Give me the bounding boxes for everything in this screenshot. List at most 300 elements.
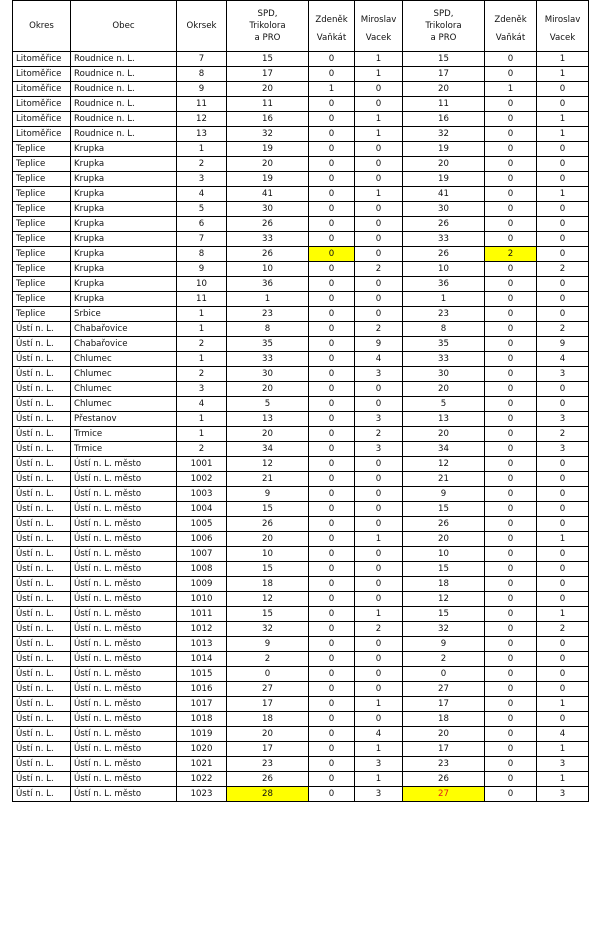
- okres-cell: Ústí n. L.: [13, 742, 71, 757]
- table-row: [13, 412, 589, 427]
- okres-cell: Ústí n. L.: [13, 637, 71, 652]
- table-row: [13, 577, 589, 592]
- spd-b-cell: 26: [403, 772, 485, 787]
- vacek-a-cell: 3: [355, 787, 403, 802]
- vacek-a-cell: 0: [355, 502, 403, 517]
- col-header-vankat-a-line2: Vaňkát: [316, 33, 347, 43]
- vacek-b-cell: 1: [537, 772, 589, 787]
- okres-cell: Teplice: [13, 277, 71, 292]
- obec-cell: Krupka: [71, 232, 177, 247]
- vankat-b-cell: 0: [485, 52, 537, 67]
- vacek-a-cell: 0: [355, 247, 403, 262]
- table-row: [13, 52, 589, 67]
- vankat-b-cell: 0: [485, 127, 537, 142]
- vankat-b-cell: 0: [485, 712, 537, 727]
- vacek-b-cell: 3: [537, 757, 589, 772]
- table-row: [13, 712, 589, 727]
- okres-cell: Ústí n. L.: [13, 532, 71, 547]
- spd-b-cell: 15: [403, 52, 485, 67]
- table-row: [13, 247, 589, 262]
- vacek-b-cell: 4: [537, 727, 589, 742]
- okrsek-cell: 5: [177, 202, 227, 217]
- spd-a-cell: 9: [227, 487, 309, 502]
- col-header-vankat-a: [309, 1, 355, 52]
- vacek-a-cell: 0: [355, 667, 403, 682]
- vacek-b-cell: 2: [537, 262, 589, 277]
- vacek-a-cell: 0: [355, 652, 403, 667]
- spd-b-cell: 18: [403, 577, 485, 592]
- vacek-a-cell: 2: [355, 622, 403, 637]
- vacek-a-cell: 0: [355, 157, 403, 172]
- obec-cell: Ústí n. L. město: [71, 607, 177, 622]
- vankat-b-cell: 0: [485, 517, 537, 532]
- col-header-spd-a-line1: SPD,: [257, 9, 278, 19]
- obec-cell: Roudnice n. L.: [71, 97, 177, 112]
- obec-cell: Chlumec: [71, 367, 177, 382]
- vacek-b-cell: 0: [537, 202, 589, 217]
- vacek-b-cell: 3: [537, 442, 589, 457]
- vankat-a-cell: 0: [309, 187, 355, 202]
- vankat-a-cell: 0: [309, 592, 355, 607]
- vankat-b-cell: 0: [485, 277, 537, 292]
- obec-cell: Ústí n. L. město: [71, 562, 177, 577]
- vacek-a-cell: 0: [355, 142, 403, 157]
- table-row: [13, 142, 589, 157]
- spd-b-cell: 12: [403, 592, 485, 607]
- vankat-b-cell: 0: [485, 562, 537, 577]
- table-row: [13, 82, 589, 97]
- vacek-b-cell: 3: [537, 787, 589, 802]
- spd-b-cell: 13: [403, 412, 485, 427]
- vankat-a-cell: 0: [309, 262, 355, 277]
- vankat-a-cell: 0: [309, 172, 355, 187]
- spd-b-cell: 27: [403, 787, 485, 802]
- vankat-a-cell: 0: [309, 472, 355, 487]
- vankat-a-cell: 0: [309, 757, 355, 772]
- obec-cell: Krupka: [71, 292, 177, 307]
- col-header-vacek-a: [355, 1, 403, 52]
- vankat-a-cell: 0: [309, 367, 355, 382]
- vankat-b-cell: 0: [485, 472, 537, 487]
- spd-a-cell: 23: [227, 307, 309, 322]
- vankat-b-cell: 0: [485, 637, 537, 652]
- okres-cell: Ústí n. L.: [13, 322, 71, 337]
- obec-cell: Krupka: [71, 142, 177, 157]
- vacek-b-cell: 0: [537, 157, 589, 172]
- vacek-b-cell: 0: [537, 217, 589, 232]
- vankat-a-cell: 0: [309, 562, 355, 577]
- spd-a-cell: 20: [227, 427, 309, 442]
- okrsek-cell: 4: [177, 397, 227, 412]
- okrsek-cell: 1022: [177, 772, 227, 787]
- obec-cell: Krupka: [71, 202, 177, 217]
- okrsek-cell: 1007: [177, 547, 227, 562]
- okrsek-cell: 2: [177, 157, 227, 172]
- obec-cell: Ústí n. L. město: [71, 787, 177, 802]
- vacek-a-cell: 0: [355, 277, 403, 292]
- obec-cell: Trmice: [71, 442, 177, 457]
- table-row: [13, 742, 589, 757]
- okrsek-cell: 1015: [177, 667, 227, 682]
- okres-cell: Teplice: [13, 247, 71, 262]
- okres-cell: Ústí n. L.: [13, 517, 71, 532]
- okres-cell: Teplice: [13, 292, 71, 307]
- vankat-a-cell: 0: [309, 622, 355, 637]
- table-row: [13, 727, 589, 742]
- spd-b-cell: 30: [403, 202, 485, 217]
- okres-cell: Ústí n. L.: [13, 502, 71, 517]
- vankat-a-cell: 0: [309, 337, 355, 352]
- okrsek-cell: 1002: [177, 472, 227, 487]
- vacek-a-cell: 3: [355, 412, 403, 427]
- spd-b-cell: 2: [403, 652, 485, 667]
- col-header-spd-b: [403, 1, 485, 52]
- vankat-b-cell: 0: [485, 652, 537, 667]
- okres-cell: Ústí n. L.: [13, 562, 71, 577]
- vankat-a-cell: 0: [309, 157, 355, 172]
- col-header-okres: Okres: [13, 1, 71, 52]
- spd-a-cell: 19: [227, 172, 309, 187]
- obec-cell: Krupka: [71, 217, 177, 232]
- okres-cell: Ústí n. L.: [13, 757, 71, 772]
- col-header-spd-b-line3: a PRO: [430, 33, 457, 43]
- vacek-a-cell: 0: [355, 637, 403, 652]
- spd-b-cell: 1: [403, 292, 485, 307]
- vacek-a-cell: 3: [355, 367, 403, 382]
- col-header-spd-b-line1: SPD,: [433, 9, 454, 19]
- vankat-a-cell: 0: [309, 322, 355, 337]
- table-row: [13, 772, 589, 787]
- spd-a-cell: 15: [227, 562, 309, 577]
- okres-cell: Ústí n. L.: [13, 472, 71, 487]
- spd-b-cell: 8: [403, 322, 485, 337]
- spd-a-cell: 26: [227, 247, 309, 262]
- vacek-a-cell: 3: [355, 757, 403, 772]
- table-row: [13, 127, 589, 142]
- vacek-b-cell: 0: [537, 82, 589, 97]
- table-row: [13, 382, 589, 397]
- okres-cell: Teplice: [13, 142, 71, 157]
- spd-a-cell: 17: [227, 67, 309, 82]
- obec-cell: Krupka: [71, 172, 177, 187]
- obec-cell: Ústí n. L. město: [71, 622, 177, 637]
- spd-b-cell: 20: [403, 427, 485, 442]
- vacek-b-cell: 0: [537, 592, 589, 607]
- okrsek-cell: 1003: [177, 487, 227, 502]
- okrsek-cell: 1016: [177, 682, 227, 697]
- obec-cell: Ústí n. L. město: [71, 517, 177, 532]
- vacek-a-cell: 1: [355, 187, 403, 202]
- spd-a-cell: 20: [227, 82, 309, 97]
- okres-cell: Ústí n. L.: [13, 592, 71, 607]
- obec-cell: Ústí n. L. město: [71, 652, 177, 667]
- spd-a-cell: 33: [227, 352, 309, 367]
- vacek-a-cell: 1: [355, 742, 403, 757]
- spd-a-cell: 8: [227, 322, 309, 337]
- vankat-a-cell: 0: [309, 67, 355, 82]
- vacek-a-cell: 1: [355, 607, 403, 622]
- vacek-a-cell: 9: [355, 337, 403, 352]
- obec-cell: Chlumec: [71, 352, 177, 367]
- vacek-a-cell: 0: [355, 382, 403, 397]
- vankat-a-cell: 0: [309, 352, 355, 367]
- spd-a-cell: 26: [227, 217, 309, 232]
- vacek-a-cell: 0: [355, 562, 403, 577]
- obec-cell: Ústí n. L. město: [71, 757, 177, 772]
- table-row: [13, 517, 589, 532]
- vankat-b-cell: 0: [485, 502, 537, 517]
- table-row: [13, 322, 589, 337]
- obec-cell: Roudnice n. L.: [71, 52, 177, 67]
- spd-b-cell: 16: [403, 112, 485, 127]
- vacek-b-cell: 0: [537, 142, 589, 157]
- vacek-b-cell: 0: [537, 502, 589, 517]
- vankat-b-cell: 0: [485, 292, 537, 307]
- table-row: [13, 472, 589, 487]
- vacek-a-cell: 0: [355, 577, 403, 592]
- obec-cell: Ústí n. L. město: [71, 712, 177, 727]
- okres-cell: Ústí n. L.: [13, 697, 71, 712]
- col-header-obec: Obec: [71, 1, 177, 52]
- spd-a-cell: 2: [227, 652, 309, 667]
- vacek-b-cell: 1: [537, 52, 589, 67]
- vacek-b-cell: 1: [537, 532, 589, 547]
- spd-b-cell: 33: [403, 232, 485, 247]
- table-row: [13, 397, 589, 412]
- spd-b-cell: 23: [403, 307, 485, 322]
- spd-a-cell: 15: [227, 607, 309, 622]
- vankat-b-cell: 0: [485, 262, 537, 277]
- vacek-b-cell: 1: [537, 697, 589, 712]
- vankat-a-cell: 0: [309, 637, 355, 652]
- okres-cell: Ústí n. L.: [13, 427, 71, 442]
- vankat-a-cell: 0: [309, 787, 355, 802]
- vacek-b-cell: 0: [537, 487, 589, 502]
- okrsek-cell: 1010: [177, 592, 227, 607]
- vankat-b-cell: 0: [485, 367, 537, 382]
- okres-cell: Teplice: [13, 202, 71, 217]
- okres-cell: Ústí n. L.: [13, 397, 71, 412]
- vankat-a-cell: 0: [309, 277, 355, 292]
- table-row: [13, 532, 589, 547]
- vacek-a-cell: 2: [355, 427, 403, 442]
- okres-cell: Litoměřice: [13, 82, 71, 97]
- okrsek-cell: 8: [177, 67, 227, 82]
- vacek-a-cell: 0: [355, 472, 403, 487]
- spd-b-cell: 36: [403, 277, 485, 292]
- table-row: [13, 562, 589, 577]
- table-row: [13, 487, 589, 502]
- vacek-a-cell: 1: [355, 697, 403, 712]
- spd-b-cell: 15: [403, 607, 485, 622]
- spd-a-cell: 15: [227, 502, 309, 517]
- vacek-a-cell: 4: [355, 352, 403, 367]
- table-row: [13, 202, 589, 217]
- spd-b-cell: 17: [403, 742, 485, 757]
- okrsek-cell: 9: [177, 262, 227, 277]
- vankat-a-cell: 0: [309, 382, 355, 397]
- vankat-b-cell: 0: [485, 322, 537, 337]
- vacek-b-cell: 0: [537, 277, 589, 292]
- obec-cell: Ústí n. L. město: [71, 577, 177, 592]
- vankat-b-cell: 0: [485, 667, 537, 682]
- obec-cell: Ústí n. L. město: [71, 727, 177, 742]
- vankat-b-cell: 0: [485, 532, 537, 547]
- okres-cell: Ústí n. L.: [13, 667, 71, 682]
- table-row: [13, 682, 589, 697]
- table-row: [13, 697, 589, 712]
- spd-b-cell: 17: [403, 67, 485, 82]
- spd-b-cell: 26: [403, 517, 485, 532]
- table-row: [13, 367, 589, 382]
- vacek-a-cell: 1: [355, 112, 403, 127]
- col-header-vacek-a-line1: Miroslav: [360, 15, 397, 25]
- spd-a-cell: 5: [227, 397, 309, 412]
- okrsek-cell: 1: [177, 352, 227, 367]
- vankat-b-cell: 0: [485, 202, 537, 217]
- spd-a-cell: 20: [227, 382, 309, 397]
- spd-b-cell: 20: [403, 382, 485, 397]
- vankat-b-cell: 0: [485, 352, 537, 367]
- spd-a-cell: 12: [227, 457, 309, 472]
- vankat-a-cell: 0: [309, 97, 355, 112]
- vankat-a-cell: 0: [309, 667, 355, 682]
- spd-b-cell: 0: [403, 667, 485, 682]
- vankat-b-cell: 0: [485, 787, 537, 802]
- vankat-a-cell: 0: [309, 607, 355, 622]
- okres-cell: Ústí n. L.: [13, 457, 71, 472]
- okres-cell: Ústí n. L.: [13, 787, 71, 802]
- spd-b-cell: 26: [403, 247, 485, 262]
- okrsek-cell: 2: [177, 367, 227, 382]
- obec-cell: Ústí n. L. město: [71, 682, 177, 697]
- vacek-b-cell: 0: [537, 292, 589, 307]
- results-table: [12, 0, 589, 802]
- obec-cell: Krupka: [71, 187, 177, 202]
- spd-a-cell: 1: [227, 292, 309, 307]
- vacek-a-cell: 3: [355, 442, 403, 457]
- spd-a-cell: 20: [227, 727, 309, 742]
- spd-b-cell: 34: [403, 442, 485, 457]
- table-row: [13, 337, 589, 352]
- vacek-a-cell: 4: [355, 727, 403, 742]
- spd-b-cell: 20: [403, 727, 485, 742]
- spd-b-cell: 15: [403, 502, 485, 517]
- spd-a-cell: 28: [227, 787, 309, 802]
- vankat-b-cell: 0: [485, 607, 537, 622]
- spd-a-cell: 18: [227, 577, 309, 592]
- vacek-a-cell: 0: [355, 712, 403, 727]
- vacek-a-cell: 0: [355, 292, 403, 307]
- vacek-a-cell: 0: [355, 232, 403, 247]
- okrsek-cell: 1: [177, 307, 227, 322]
- vankat-a-cell: 0: [309, 127, 355, 142]
- vacek-b-cell: 0: [537, 307, 589, 322]
- okres-cell: Litoměřice: [13, 97, 71, 112]
- vankat-b-cell: 0: [485, 142, 537, 157]
- vankat-a-cell: 0: [309, 772, 355, 787]
- obec-cell: Ústí n. L. město: [71, 592, 177, 607]
- okres-cell: Teplice: [13, 232, 71, 247]
- spd-b-cell: 5: [403, 397, 485, 412]
- vankat-b-cell: 0: [485, 337, 537, 352]
- vankat-b-cell: 0: [485, 382, 537, 397]
- okrsek-cell: 4: [177, 187, 227, 202]
- obec-cell: Chlumec: [71, 397, 177, 412]
- table-row: [13, 592, 589, 607]
- spd-a-cell: 26: [227, 517, 309, 532]
- vankat-a-cell: 0: [309, 52, 355, 67]
- okrsek-cell: 1018: [177, 712, 227, 727]
- table-row: [13, 307, 589, 322]
- vankat-a-cell: 0: [309, 307, 355, 322]
- spd-a-cell: 36: [227, 277, 309, 292]
- vacek-b-cell: 3: [537, 412, 589, 427]
- obec-cell: Roudnice n. L.: [71, 127, 177, 142]
- vankat-a-cell: 0: [309, 652, 355, 667]
- okres-cell: Ústí n. L.: [13, 682, 71, 697]
- vacek-a-cell: 0: [355, 517, 403, 532]
- okres-cell: Teplice: [13, 157, 71, 172]
- vacek-b-cell: 0: [537, 382, 589, 397]
- obec-cell: Ústí n. L. město: [71, 637, 177, 652]
- spd-a-cell: 32: [227, 127, 309, 142]
- spd-a-cell: 20: [227, 157, 309, 172]
- okres-cell: Ústí n. L.: [13, 412, 71, 427]
- okrsek-cell: 13: [177, 127, 227, 142]
- spd-a-cell: 30: [227, 202, 309, 217]
- vacek-a-cell: 1: [355, 772, 403, 787]
- spd-a-cell: 32: [227, 622, 309, 637]
- obec-cell: Ústí n. L. město: [71, 487, 177, 502]
- okrsek-cell: 1011: [177, 607, 227, 622]
- spd-b-cell: 10: [403, 547, 485, 562]
- spd-a-cell: 33: [227, 232, 309, 247]
- okres-cell: Teplice: [13, 172, 71, 187]
- vankat-a-cell: 0: [309, 532, 355, 547]
- okrsek-cell: 1001: [177, 457, 227, 472]
- vacek-b-cell: 2: [537, 427, 589, 442]
- vankat-b-cell: 0: [485, 742, 537, 757]
- vacek-b-cell: 0: [537, 517, 589, 532]
- spd-a-cell: 21: [227, 472, 309, 487]
- vacek-a-cell: 0: [355, 82, 403, 97]
- spd-a-cell: 20: [227, 532, 309, 547]
- obec-cell: Roudnice n. L.: [71, 112, 177, 127]
- vacek-b-cell: 9: [537, 337, 589, 352]
- okrsek-cell: 1: [177, 142, 227, 157]
- spd-b-cell: 10: [403, 262, 485, 277]
- okres-cell: Ústí n. L.: [13, 337, 71, 352]
- okrsek-cell: 1019: [177, 727, 227, 742]
- vacek-b-cell: 0: [537, 682, 589, 697]
- col-header-vankat-a-line1: Zdeněk: [315, 15, 348, 25]
- okrsek-cell: 1: [177, 427, 227, 442]
- okrsek-cell: 2: [177, 442, 227, 457]
- okres-cell: Ústí n. L.: [13, 382, 71, 397]
- obec-cell: Ústí n. L. město: [71, 472, 177, 487]
- spd-b-cell: 26: [403, 217, 485, 232]
- table-row: [13, 232, 589, 247]
- vankat-b-cell: 0: [485, 172, 537, 187]
- okres-cell: Ústí n. L.: [13, 622, 71, 637]
- vankat-b-cell: 2: [485, 247, 537, 262]
- spd-a-cell: 17: [227, 742, 309, 757]
- vankat-a-cell: 0: [309, 502, 355, 517]
- okrsek-cell: 7: [177, 52, 227, 67]
- obec-cell: Chlumec: [71, 382, 177, 397]
- spd-b-cell: 21: [403, 472, 485, 487]
